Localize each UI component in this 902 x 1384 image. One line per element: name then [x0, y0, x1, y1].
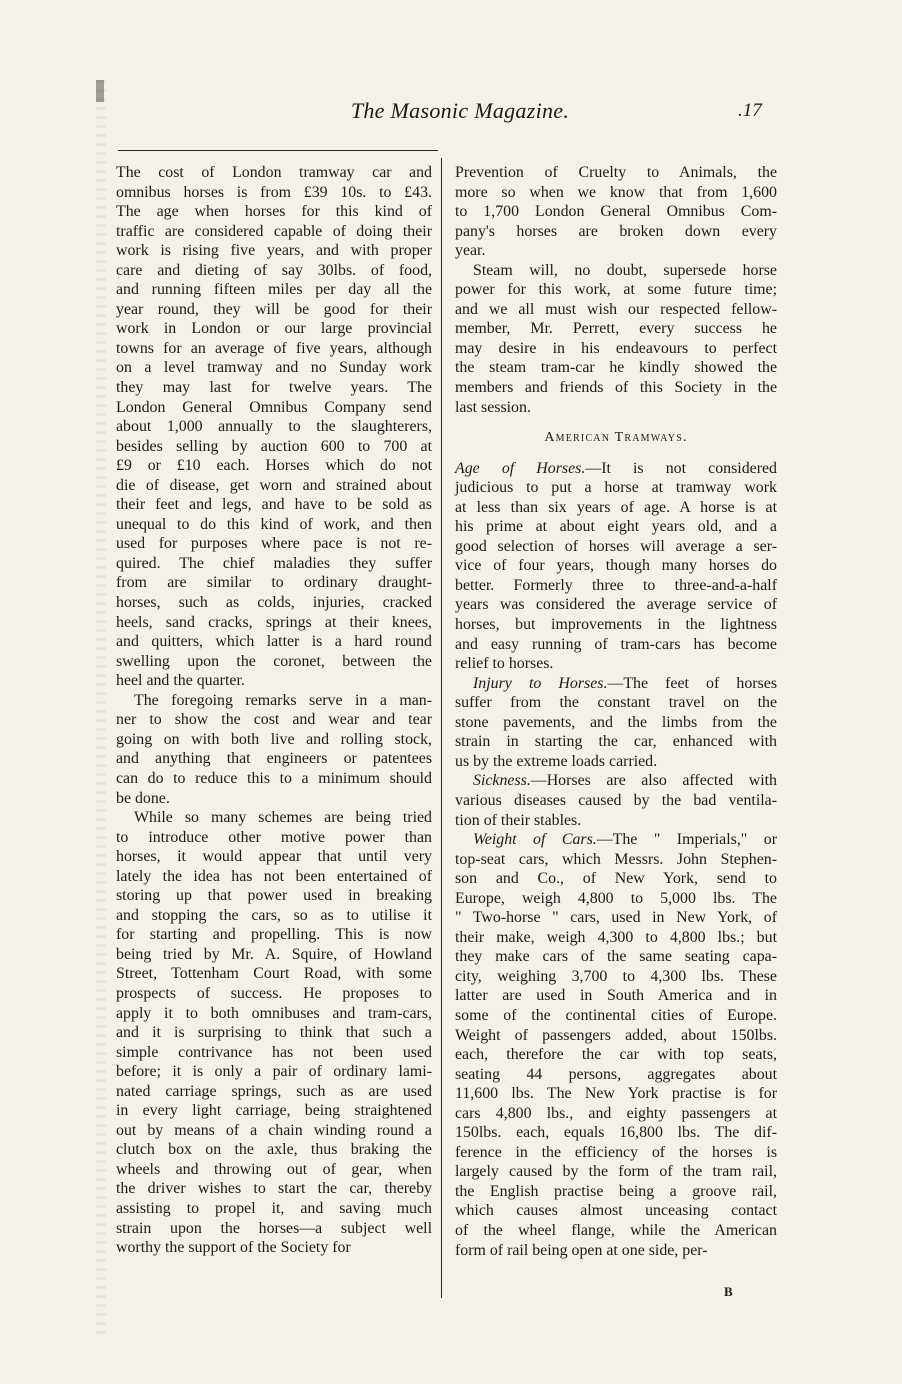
- text-line: and quitters, which latter is a hard round: [116, 633, 432, 651]
- text-line: The age when horses for this kind of: [116, 203, 432, 221]
- text-line: assisting to propel it, and saving much: [116, 1199, 432, 1217]
- text-line: and anything that engineers or patentees: [116, 750, 432, 768]
- text-line: top-seat cars, which Messrs. John Stephen-: [455, 850, 777, 868]
- text-line: unequal to do this kind of work, and then: [116, 515, 432, 533]
- text-line: Sickness.—Horses are also affected with: [473, 772, 777, 790]
- text-line: may desire in his endeavours to perfect: [455, 339, 777, 357]
- text-line: his prime at about eight years old, and a: [455, 518, 777, 536]
- text-line: member, Mr. Perrett, every success he: [455, 320, 777, 338]
- text-line: Age of Horses.—It is not considered: [455, 459, 777, 477]
- text-line: years was considered the average service of: [455, 596, 777, 614]
- text-line: on a level tramway and no Sunday work: [116, 359, 432, 377]
- text-line: better. Formerly three to three-and-a-half: [455, 576, 777, 594]
- text-line: power for this work, at some future time;: [455, 281, 777, 299]
- text-line: towns for an average of five years, although: [116, 339, 432, 357]
- text-line: horses, but improvements in the lightness: [455, 616, 777, 634]
- binding-mark: [96, 80, 104, 102]
- text-line: Weight of passengers added, about 150lbs.: [455, 1026, 777, 1044]
- text-line: apply it to both omnibuses and tram-cars,: [116, 1004, 432, 1022]
- text-line: the driver wishes to start the car, thereby: [116, 1180, 432, 1198]
- text-line: horses, such as colds, injuries, cracked: [116, 594, 432, 612]
- text-line: strain upon the horses—a subject well: [116, 1219, 432, 1237]
- text-line: relief to horses.: [455, 655, 554, 673]
- text-line: care and dieting of say 30lbs. of food,: [116, 261, 432, 279]
- text-line: son and Co., of New York, send to: [455, 870, 777, 888]
- text-line: storing up that power used in breaking: [116, 887, 432, 905]
- side-head: Sickness.: [473, 772, 531, 790]
- text-line: Injury to Horses.—The feet of horses: [473, 674, 778, 692]
- text-line: cars 4,800 lbs., and eighty passengers at: [455, 1104, 777, 1122]
- text-line: some of the continental cities of Europe.: [455, 1006, 777, 1024]
- text-line: good selection of horses will average a ser-: [455, 537, 777, 555]
- text-line: they may last for twelve years. The: [116, 379, 432, 397]
- text-line: Europe, weigh 4,800 to 5,000 lbs. The: [455, 889, 777, 907]
- text-line: ner to show the cost and wear and tear: [116, 711, 432, 729]
- text-line: Weight of Cars.—The " Imperials," or: [473, 831, 777, 849]
- page-gutter-shadow: [96, 80, 106, 1340]
- text-line: pany's horses are broken down every: [455, 222, 777, 240]
- text-line: Prevention of Cruelty to Animals, the: [455, 164, 777, 181]
- text-line: and easy running of tram-cars has become: [455, 635, 777, 653]
- text-line: simple contrivance has not been used: [116, 1043, 432, 1061]
- right-column: [455, 163, 777, 1260]
- text-line: " Two-horse " cars, used in New York, of: [455, 909, 777, 927]
- text-line: various diseases caused by the bad ventila-: [455, 791, 777, 809]
- text-line: and stopping the cars, so as to utilise it: [116, 906, 432, 924]
- text-line: seating 44 persons, aggregates about: [455, 1065, 777, 1083]
- text-line: out by means of a chain winding round a: [116, 1121, 432, 1139]
- text-line: to introduce other motive power than: [116, 828, 432, 846]
- text-line: Street, Tottenham Court Road, with some: [116, 965, 432, 983]
- text-line: heel and the quarter.: [116, 672, 245, 690]
- text-line: heels, sand cracks, springs at their knees,: [116, 613, 432, 631]
- text-line: their make, weigh 4,300 to 4,800 lbs.; but: [455, 928, 777, 946]
- text-line: 150lbs. each, equals 16,800 lbs. The dif-: [455, 1124, 777, 1142]
- text-line: While so many schemes are being tried: [134, 809, 432, 827]
- text-line: city, weighing 3,700 to 4,300 lbs. These: [455, 967, 777, 985]
- text-line: can do to reduce this to a minimum should: [116, 769, 432, 787]
- text-line: each, therefore the car with top seats,: [455, 1046, 777, 1064]
- text-line: members and friends of this Society in the: [455, 379, 777, 397]
- text-line: going on with both live and rolling stock,: [116, 730, 432, 748]
- right-column-top: [455, 163, 777, 417]
- text-line: the steam tram-car he kindly showed the: [455, 359, 777, 377]
- signature-mark: B: [724, 1284, 733, 1299]
- text-line: vice of four years, though many horses do: [455, 557, 777, 575]
- text-line: used for purposes where pace is not re-: [116, 535, 432, 553]
- text-line: work is rising five years, and with proper: [116, 242, 432, 260]
- text-line: in every light carriage, being straightened: [116, 1102, 432, 1120]
- side-head: Age of Horses.: [455, 459, 586, 477]
- text-line: traffic are considered capable of doing their: [116, 222, 432, 240]
- text-line: year.: [455, 242, 486, 260]
- text-line: London General Omnibus Company send: [116, 398, 432, 416]
- text-line: and it is surprising to think that such a: [116, 1024, 432, 1042]
- right-column-bottom: [455, 459, 777, 1260]
- text-line: besides selling by auction 600 to 700 at: [116, 437, 432, 455]
- text-line: tion of their stables.: [455, 811, 582, 829]
- text-line: being tried by Mr. A. Squire, of Howland: [116, 945, 432, 963]
- text-line: from are similar to ordinary draught-: [116, 574, 432, 592]
- text-line: clutch box on the axle, thus braking the: [116, 1141, 432, 1159]
- text-line: wheels and throwing out of gear, when: [116, 1160, 432, 1178]
- side-head: Weight of Cars.: [473, 831, 597, 849]
- text-line: £9 or £10 each. Horses which do not: [116, 457, 432, 475]
- text-line: horses, it would appear that until very: [116, 848, 432, 866]
- text-line: and running fifteen miles per day all the: [116, 281, 432, 299]
- text-line: prospects of success. He proposes to: [116, 984, 432, 1002]
- text-line: largely caused by the form of the tram rail,: [455, 1163, 777, 1181]
- text-line: last session.: [455, 398, 531, 416]
- text-line: worthy the support of the Society for: [116, 1239, 351, 1257]
- text-line: lately the idea has not been entertained of: [116, 867, 432, 885]
- text-line: to 1,700 London General Omnibus Com-: [455, 203, 777, 221]
- text-line: which causes almost unceasing contact: [455, 1202, 777, 1220]
- running-head-title: The Masonic Magazine.: [350, 98, 570, 123]
- text-line: their feet and legs, and have to be sold as: [116, 496, 432, 514]
- text-line: the English practise being a groove rail,: [455, 1182, 777, 1200]
- column-divider: [441, 158, 442, 1298]
- text-line: die of disease, get worn and strained about: [116, 476, 432, 494]
- text-line: be done.: [116, 789, 170, 807]
- text-line: 11,600 lbs. The New York practise is for: [455, 1085, 777, 1103]
- text-line: us by the extreme loads carried.: [455, 752, 658, 770]
- text-line: for starting and propelling. This is now: [116, 926, 432, 944]
- text-line: The foregoing remarks serve in a man-: [134, 691, 432, 709]
- text-line: omnibus horses is from £39 10s. to £43.: [116, 183, 432, 201]
- side-head: Injury to Horses.: [473, 674, 608, 692]
- text-line: latter are used in South America and in: [455, 987, 777, 1005]
- text-line: year round, they will be good for their: [116, 300, 432, 318]
- text-line: suffer from the constant travel on the: [455, 694, 777, 712]
- text-line: quired. The chief maladies they suffer: [116, 554, 432, 572]
- text-line: about 1,000 annually to the slaughterers,: [116, 418, 432, 436]
- text-line: strain in starting the car, enhanced with: [455, 733, 777, 751]
- text-line: they make cars of the same seating capa-: [455, 948, 777, 966]
- header-rule: [118, 150, 438, 151]
- text-line: form of rail being open at one side, per-: [455, 1241, 708, 1259]
- text-line: ference in the efficiency of the horses is: [455, 1143, 777, 1161]
- text-line: at less than six years of age. A horse is at: [455, 498, 777, 516]
- text-line: and we all must wish our respected fellow-: [455, 300, 777, 318]
- text-line: nated carriage springs, such as are used: [116, 1082, 432, 1100]
- left-column: [116, 163, 432, 1258]
- text-line: stone pavements, and the limbs from the: [455, 713, 777, 731]
- text-line: judicious to put a horse at tramway work: [455, 479, 777, 497]
- text-line: more so when we know that from 1,600: [455, 183, 777, 201]
- text-line: The cost of London tramway car and: [116, 164, 432, 181]
- text-line: swelling upon the coronet, between the: [116, 652, 432, 670]
- text-line: of the wheel flange, while the American: [455, 1221, 777, 1239]
- text-line: before; it is only a pair of ordinary lami-: [116, 1063, 432, 1081]
- page-number: .17: [738, 100, 762, 121]
- text-line: work in London or our large provincial: [116, 320, 432, 338]
- text-line: Steam will, no doubt, supersede horse: [473, 261, 777, 279]
- section-heading: American Tramways.: [544, 430, 688, 446]
